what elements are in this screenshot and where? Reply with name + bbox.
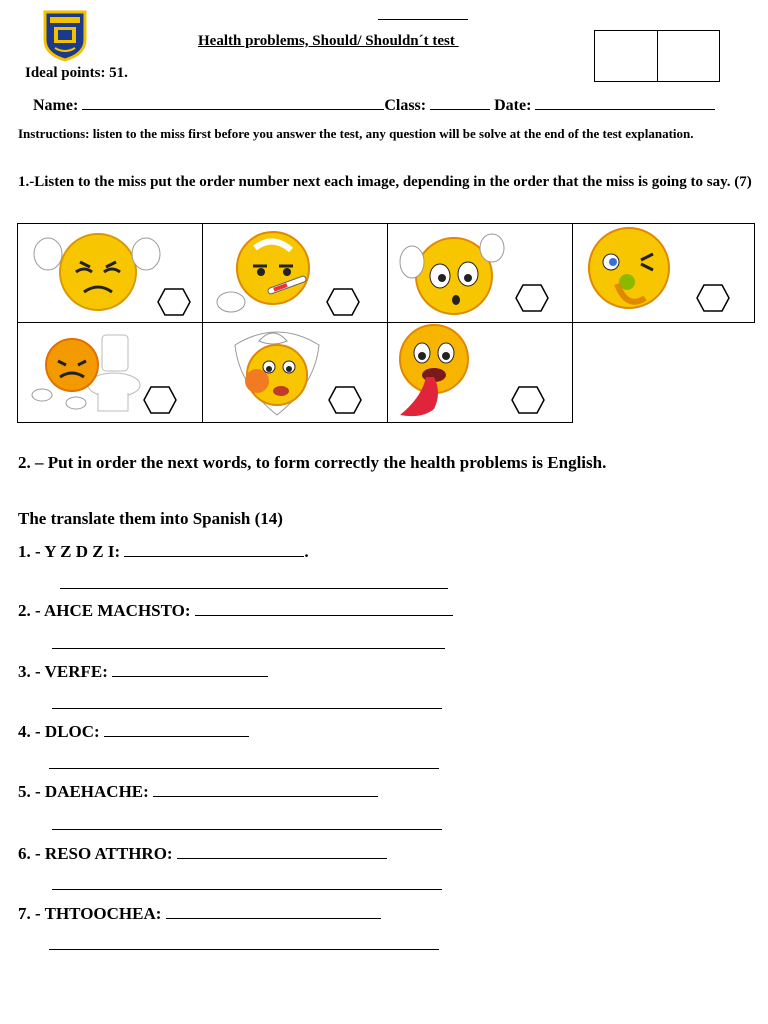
headache-emoji-icon (18, 224, 204, 324)
translation-line[interactable] (49, 768, 439, 769)
dizzy-emoji-icon (388, 224, 574, 324)
date-label: Date: (494, 97, 532, 114)
image-cell-toothache (202, 322, 388, 423)
image-cell-runny-nose (572, 223, 755, 323)
question-item-4 (18, 722, 249, 742)
class-field[interactable] (430, 95, 490, 110)
question-item-1 (18, 542, 309, 562)
section2-translate-instruction: The translate them into Spanish (14) (18, 509, 283, 528)
answer-blank[interactable] (195, 601, 453, 616)
question-label: 5. - DAEHACHE: (18, 782, 149, 801)
question-item-3 (18, 662, 268, 682)
score-box (594, 30, 720, 82)
answer-blank[interactable] (166, 904, 381, 919)
image-cell-tongue (387, 322, 573, 423)
fever-thermometer-emoji-icon (203, 224, 389, 324)
image-grid (17, 223, 755, 423)
translation-line[interactable] (52, 889, 442, 890)
runny-nose-emoji-icon (573, 224, 756, 324)
page-title: Health problems, Should/ Shouldn´t test (198, 33, 459, 49)
toilet-diarrhea-emoji-icon (18, 323, 204, 424)
translation-line[interactable] (52, 708, 442, 709)
date-field[interactable] (535, 95, 715, 110)
question-item-7 (18, 904, 381, 924)
image-cell-dizzy (387, 223, 573, 323)
sore-tongue-emoji-icon (388, 323, 574, 424)
question-label: 3. - VERFE: (18, 662, 108, 681)
question-label: 7. - THTOOCHEA: (18, 904, 162, 923)
ideal-points: Ideal points: 51. (25, 65, 128, 81)
answer-blank[interactable] (124, 542, 304, 557)
top-blank-line (378, 5, 468, 20)
question-item-2 (18, 601, 453, 621)
question-label: 6. - RESO ATTHRO: (18, 844, 173, 863)
toothache-bandage-emoji-icon (203, 323, 389, 424)
name-field[interactable] (82, 95, 384, 110)
translation-line[interactable] (60, 588, 448, 589)
image-cell-headache (17, 223, 203, 323)
question-label: 1. - Y Z D Z I: (18, 542, 121, 561)
question-label: 2. - AHCE MACHSTO: (18, 601, 191, 620)
image-cell-diarrhea (17, 322, 203, 423)
answer-blank[interactable] (104, 722, 249, 737)
question-suffix: . (304, 542, 309, 561)
student-info-row (33, 95, 715, 115)
answer-blank[interactable] (177, 844, 387, 859)
question-item-5 (18, 782, 378, 802)
question-label: 4. - DLOC: (18, 722, 100, 741)
class-label: Class: (384, 97, 427, 114)
translation-line[interactable] (52, 648, 445, 649)
translation-line[interactable] (52, 829, 442, 830)
school-crest-icon (41, 10, 89, 62)
name-label: Name: (33, 97, 79, 114)
image-cell-fever (202, 223, 388, 323)
section2-prompt: 2. – Put in order the next words, to form correctly the health problems is English. (18, 453, 607, 472)
translation-line[interactable] (49, 949, 439, 950)
answer-blank[interactable] (153, 782, 378, 797)
answer-blank[interactable] (112, 662, 268, 677)
instructions: Instructions: listen to the miss first before you answer the test, any question will be solve at the end of the test explanation. (18, 126, 694, 141)
question-item-6 (18, 844, 387, 864)
section1-prompt: 1.-Listen to the miss put the order number next each image, depending in the order that the miss is going to say. (7) (18, 174, 752, 190)
